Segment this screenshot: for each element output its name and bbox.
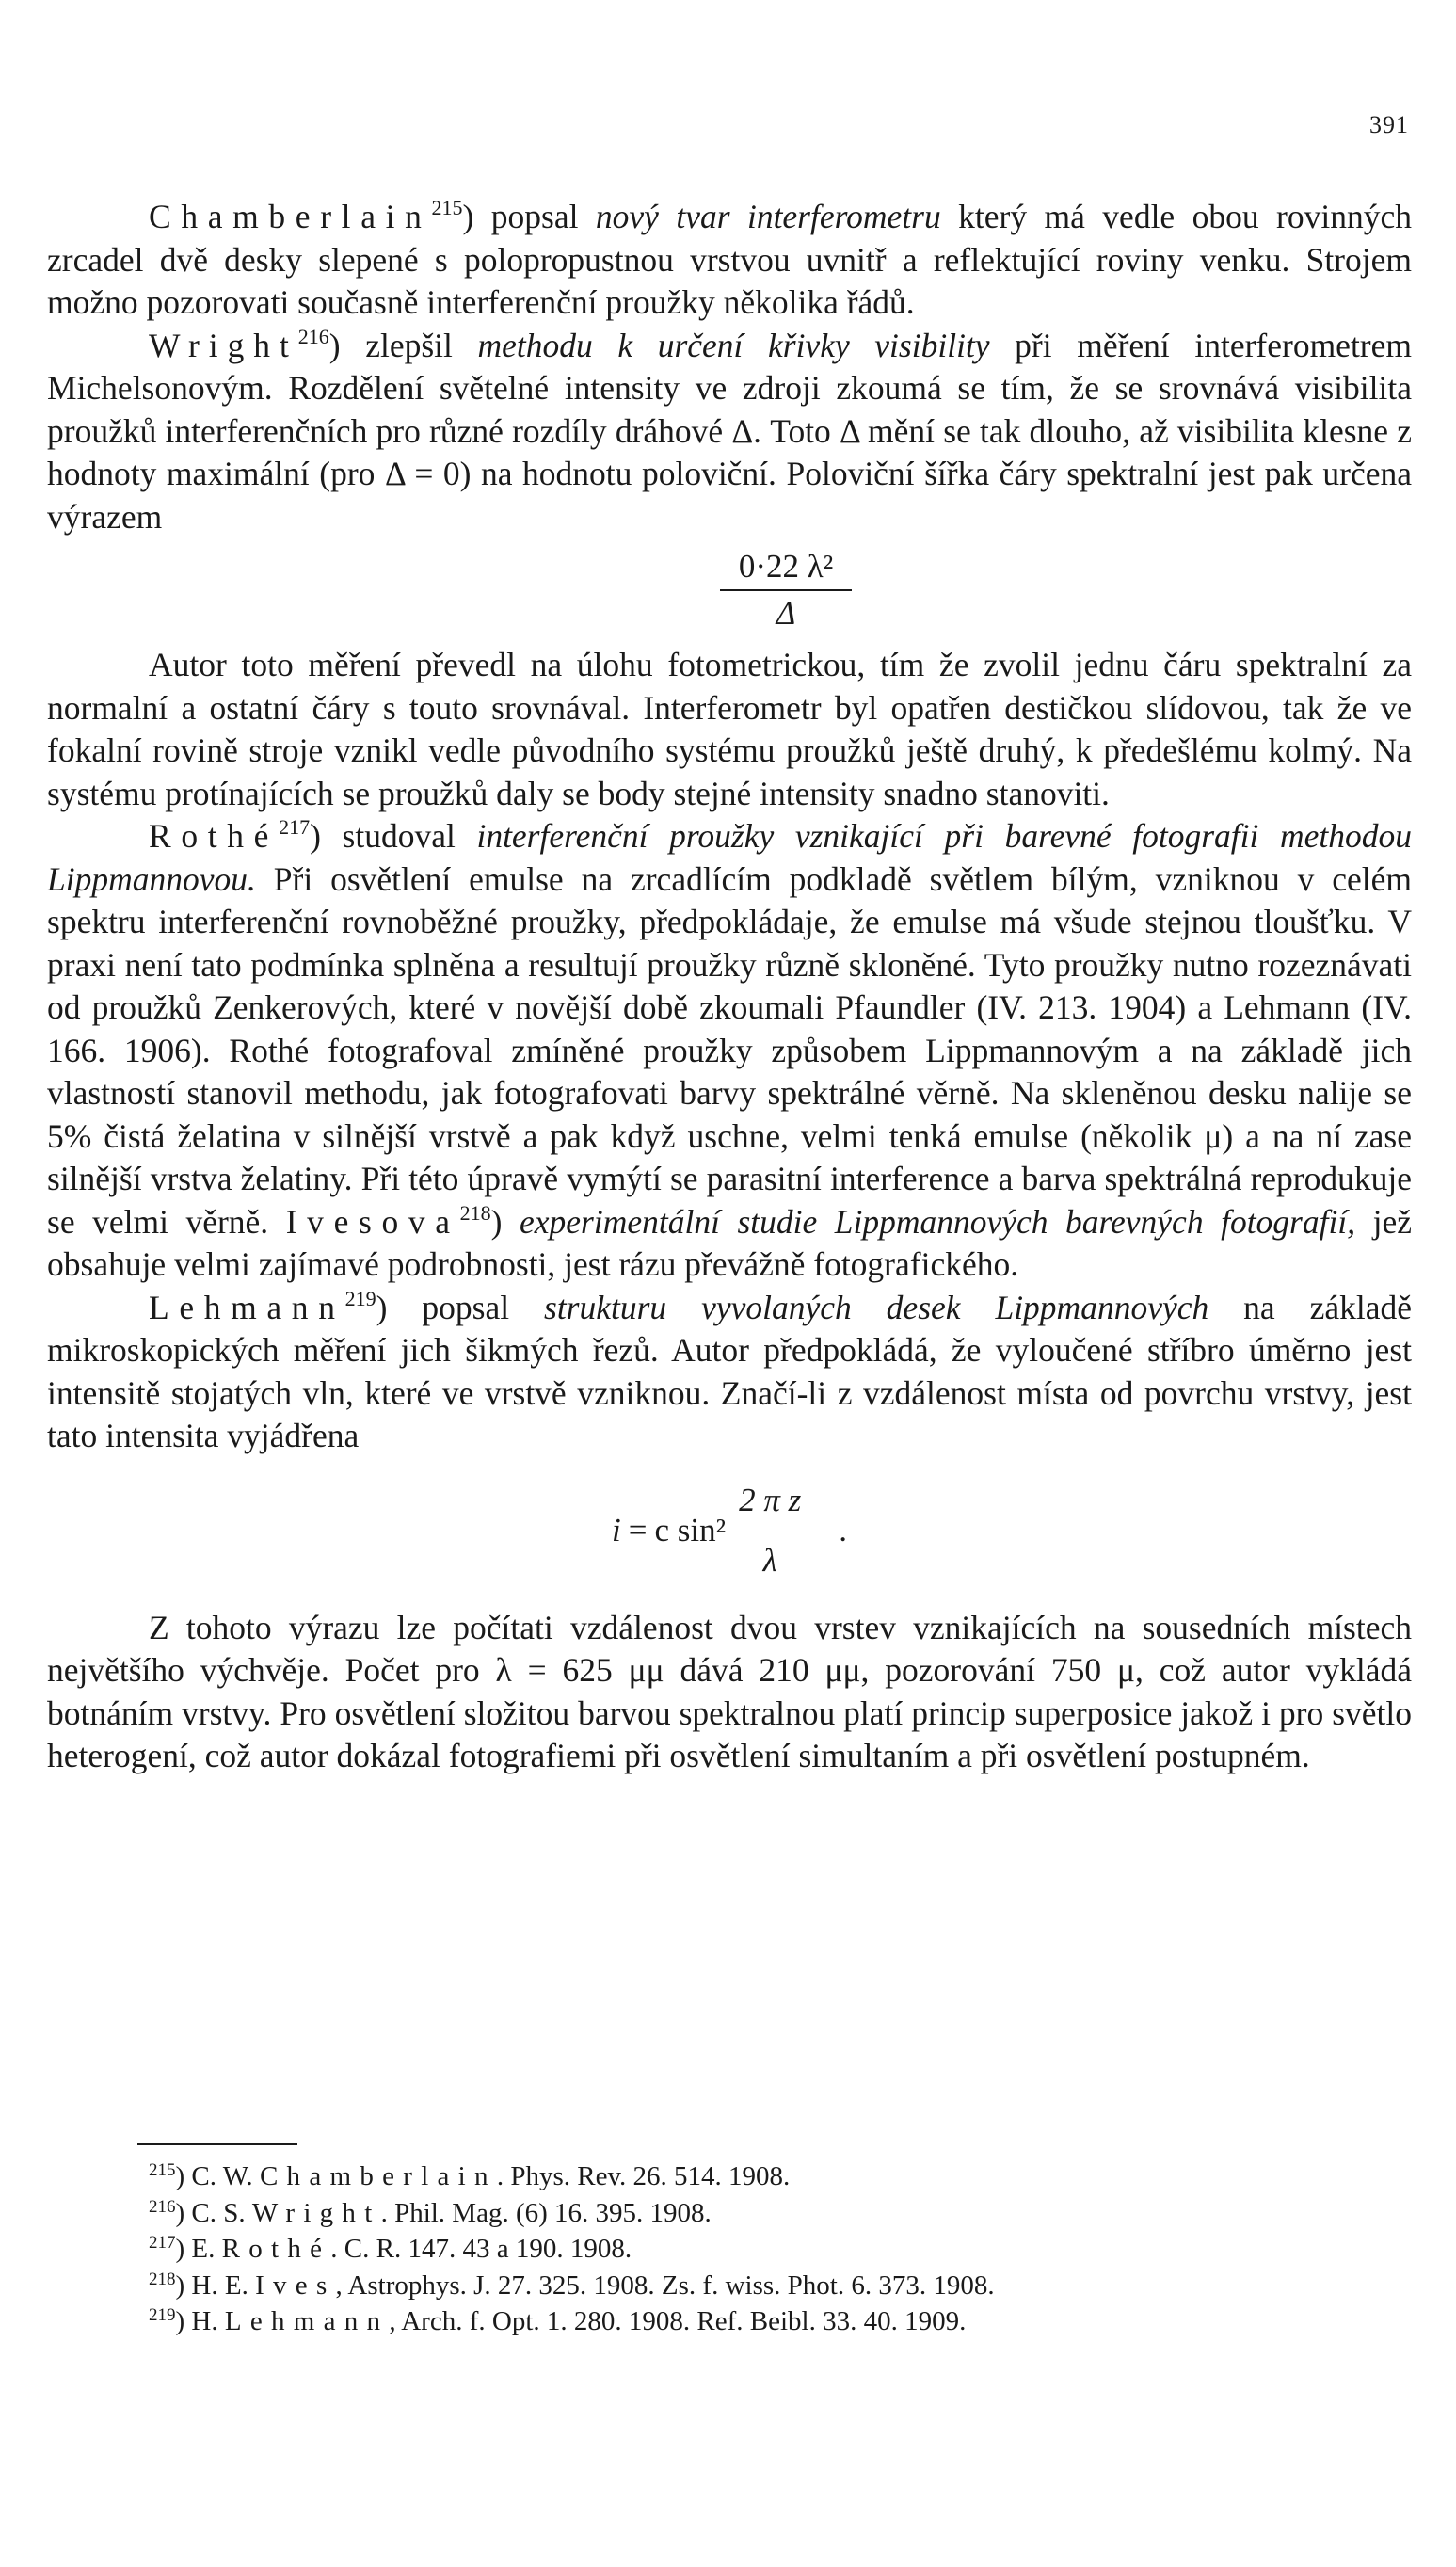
footnote-text: ) C. S. [175, 2197, 252, 2228]
footnote-number: 217 [149, 2233, 176, 2253]
footnote-text: ) C. W. [175, 2161, 260, 2191]
footnote-215 [47, 2158, 1412, 2195]
formula-intensity [47, 1469, 1412, 1592]
paragraph-text: ) zlepšil [328, 326, 478, 364]
footnote-ref: 216 [297, 324, 329, 348]
author-name: Chamberlain [149, 198, 432, 235]
footnote-author: Lehmann [224, 2306, 390, 2336]
footnote-text: ) H. E. [175, 2270, 256, 2301]
formula-denominator: λ [762, 1541, 777, 1579]
footnote-text: ) E. [175, 2234, 222, 2264]
footnote-author: Wright [251, 2197, 381, 2228]
italic-phrase: strukturu vyvolaných desek Lippmannových [544, 1288, 1209, 1326]
paragraph-rothe [47, 815, 1412, 1287]
formula-rhs: c sin² [654, 1511, 727, 1548]
paragraph-text: který má vedle obou rovinných zrcadel dvě desky slepené s polopropustnou vrstvou uvnitř a reflektující roviny venku. Strojem možno pozorovati současně interferenční proužky několika řádů. [47, 198, 1412, 321]
italic-phrase: interferenční proužky vznikající při barevné fotografii methodou Lippmannovou. [47, 817, 1412, 898]
paragraph-text: ) studoval [310, 817, 477, 855]
author-name: Wright [149, 326, 298, 364]
footnote-text: , Arch. f. Opt. 1. 280. 1908. Ref. Beibl. 33. 40. 1909. [389, 2306, 967, 2336]
footnote-number: 219 [149, 2305, 176, 2325]
footnote-text: ) H. [175, 2306, 225, 2336]
formula-lhs: i [611, 1511, 621, 1548]
author-name: Ivesova [285, 1202, 460, 1241]
footnote-text: . C. R. 147. 43 a 190. 1908. [330, 2234, 632, 2264]
footnote-219 [47, 2303, 1412, 2340]
formula-half-width [104, 546, 1456, 634]
footnote-ref: 219 [344, 1286, 376, 1310]
formula-numerator: 0·22 λ² [738, 548, 834, 585]
footnote-divider [137, 2143, 297, 2145]
footnotes [47, 2158, 1412, 2340]
paragraph-text: Při osvětlení emulse na zrcadlícím podkladě světlem bílým, vzniknou v celém spektru interferenční rovnoběžné proužky, předpokládaje, že emulse má všude stejnou tloušťku. V praxi není tato podmínka splněna a resultují proužky různě skloněné. Tyto proužky nutno rozeznávati od proužků Zenkerových, které v novější době zkoumali Pfaundler (IV. 213. 1904) a Lehmann (IV. 166. 1906). Rothé fotografoval zmíněné proužky způsobem Lippmannovým a na základě jich vlastností stanovil methodu, jak fotografovati barvy spektrálné věrně. Na skleněnou desku nalije se 5% čistá želatina v silnější vrstvě a pak když uschne, velmi tenká emulse (několik μ) a na ní zase silnější vrstva želatiny. Při této úpravě vymýtí se parasitní interference a barva spektrálná reprodukuje se velmi věrně. [47, 859, 1412, 1241]
author-name: Rothé [149, 817, 280, 855]
footnote-text: , Astrophys. J. 27. 325. 1908. Zs. f. wiss. Phot. 6. 373. 1908. [335, 2270, 995, 2301]
paragraph-text: na základě mikroskopických měření jich šikmých řezů. Autor předpokládá, že vyloučené stříbro úměrno jest intensitě stojatých vln, které ve vrstvě vzniknou. Značí-li z vzdálenost místa od povrchu vrstvy, jest tato intensita vyjádřena [47, 1288, 1412, 1454]
author-name: Lehmann [149, 1288, 345, 1326]
footnote-ref: 217 [279, 815, 311, 839]
footnote-216 [47, 2195, 1412, 2232]
footnote-text: . Phil. Mag. (6) 16. 395. 1908. [380, 2197, 712, 2228]
footnote-author: Rothé [221, 2234, 331, 2264]
formula-equals: = [628, 1511, 648, 1548]
paragraph-text: ) popsal [376, 1288, 544, 1326]
formula-denominator: Δ [776, 595, 796, 632]
footnote-number: 218 [149, 2269, 176, 2289]
paragraph-text: ) popsal [462, 198, 596, 235]
footnote-number: 215 [149, 2160, 176, 2180]
paragraph-chamberlain [47, 196, 1412, 325]
footnote-217 [47, 2231, 1412, 2268]
paragraph-wright [47, 325, 1412, 539]
paragraph-photometric: Autor toto měření převedl na úlohu fotometrickou, tím že zvolil jednu čáru spektralní za normalní a ostatní čáry s touto srovnával. Interferometr byl opatřen destičkou slídovou, tak že ve fokalní rovině stroje vznikl vedle původního systému proužků ještě druhý, k předešlému kolmý. Na systému protínajících se proužků daly se body stejné intensity snadno stanoviti. [47, 646, 1412, 812]
italic-phrase: experimentální studie Lippmannových barevných fotografií, [520, 1202, 1356, 1241]
footnote-ref: 215 [431, 196, 463, 219]
paragraph-lehmann [47, 1287, 1412, 1458]
italic-phrase: nový tvar interferometru [595, 198, 941, 235]
footnote-number: 216 [149, 2196, 176, 2217]
body-text [47, 196, 1412, 1778]
italic-phrase: methodu k určení křivky visibility [477, 326, 990, 364]
fraction-bar [720, 589, 852, 591]
formula-numerator: 2 π z [739, 1481, 802, 1518]
paragraph-text: při měření interferometrem Michelsonovým. Rozdělení světelné intensity ve zdroji zkoumá se tím, že se srovnává visibilita proužků interferenčních pro různé rozdíly dráhové Δ. Toto Δ mění se tak dlouho, až visibilita klesne z hodnoty maximální (pro Δ = 0) na hodnotu poloviční. Poloviční šířka čáry spektralní jest pak určena výrazem [47, 326, 1412, 536]
footnote-text: . Phys. Rev. 26. 514. 1908. [496, 2161, 791, 2191]
footnote-author: Chamberlain [259, 2161, 497, 2191]
page-number: 391 [1369, 111, 1409, 138]
formula-fraction [739, 1470, 801, 1591]
paragraph-text: jež obsahuje velmi zajímavé podrobnosti, jest rázu převážně fotografického. [47, 1202, 1412, 1283]
footnote-ref: 218 [459, 1200, 491, 1225]
paragraph-text: ) [490, 1202, 520, 1241]
formula-period: . [839, 1511, 847, 1548]
footnote-218 [47, 2268, 1412, 2304]
paragraph-conclusion: Z tohoto výrazu lze počítati vzdálenost dvou vrstev vznikajících na sousedních místech největšího výchvěje. Počet pro λ = 625 μμ dává 210 μμ, pozorování 750 μ, což autor vykládá botnáním vrstvy. Pro osvětlení složitou barvou spektralnou platí princip superposice jakož i pro světlo heterogení, což autor dokázal fotografiemi při osvětlení simultaním a při osvětlení postupném. [47, 1608, 1412, 1774]
footnote-author: Ives [255, 2270, 336, 2301]
